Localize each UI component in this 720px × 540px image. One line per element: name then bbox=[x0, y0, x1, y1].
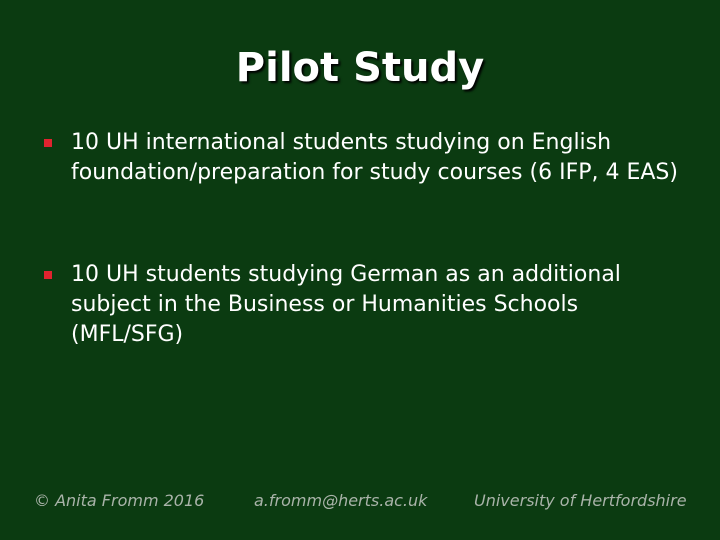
bullet-list bbox=[44, 128, 694, 350]
footer-institution: University of Hertfordshire bbox=[474, 491, 687, 510]
bullet-item bbox=[44, 128, 694, 188]
bullet-square-icon bbox=[44, 139, 52, 147]
bullet-item bbox=[44, 260, 694, 350]
bullet-text: 10 UH international students studying on English foundation/preparation for study courses (6 IFP, 4 EAS) bbox=[71, 130, 678, 185]
bullet-text: 10 UH students studying German as an additional subject in the Business or Humanities Schools (MFL/SFG) bbox=[71, 262, 621, 347]
footer-email: a.fromm@herts.ac.uk bbox=[254, 491, 428, 510]
footer-copyright: © Anita Fromm 2016 bbox=[34, 491, 205, 510]
bullet-square-icon bbox=[44, 271, 52, 279]
slide-title: Pilot Study bbox=[235, 45, 485, 91]
